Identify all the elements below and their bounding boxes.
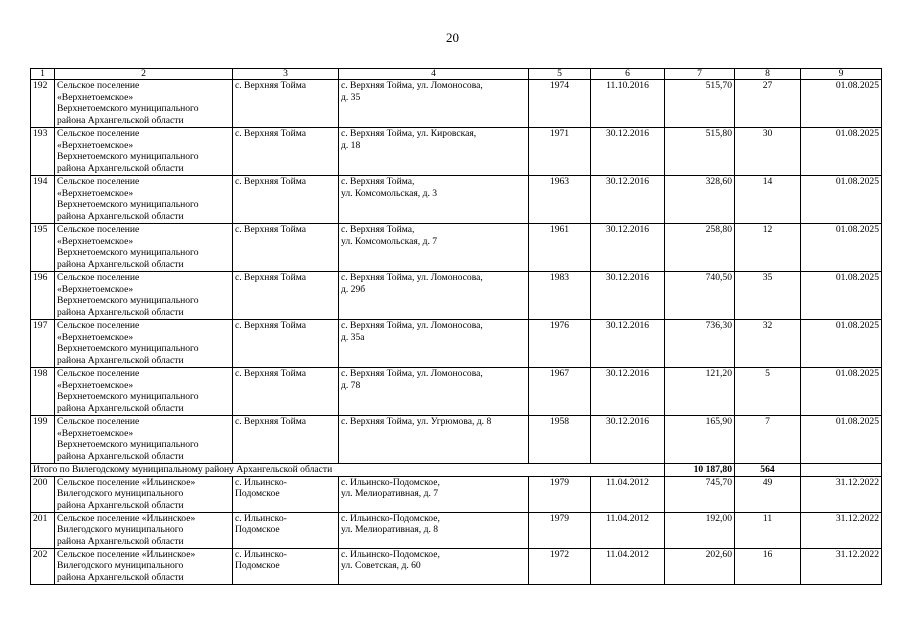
year-built: 1958 — [529, 416, 591, 464]
column-header: 5 — [529, 69, 591, 80]
page-number: 20 — [446, 30, 459, 45]
column-header: 3 — [233, 69, 339, 80]
year-built: 1983 — [529, 272, 591, 320]
emergency-date: 11.04.2012 — [591, 512, 665, 548]
row-number: 192 — [31, 80, 55, 128]
floor-area: 515,80 — [665, 128, 735, 176]
resettlement-deadline: 01.08.2025 — [801, 128, 882, 176]
year-built: 1972 — [529, 548, 591, 584]
total-empty-cell — [801, 464, 882, 477]
house-address: с. Верхняя Тойма, ул. Ломоносова, д. 78 — [339, 368, 529, 416]
row-number: 201 — [31, 512, 55, 548]
house-address: с. Ильинско-Подомское, ул. Советская, д. 60 — [339, 548, 529, 584]
emergency-date: 30.12.2016 — [591, 368, 665, 416]
residents-count: 27 — [735, 80, 801, 128]
emergency-date: 30.12.2016 — [591, 176, 665, 224]
column-header: 1 — [31, 69, 55, 80]
settlement-name: Сельское поселение «Ильинское» Вилегодского муниципального района Архангельской области — [55, 476, 233, 512]
locality-name: с. Верхняя Тойма — [233, 128, 339, 176]
residents-count: 12 — [735, 224, 801, 272]
residents-count: 11 — [735, 512, 801, 548]
residents-count: 7 — [735, 416, 801, 464]
resettlement-deadline: 01.08.2025 — [801, 176, 882, 224]
row-number: 200 — [31, 476, 55, 512]
floor-area: 202,60 — [665, 548, 735, 584]
housing-register-table — [30, 68, 882, 585]
settlement-name: Сельское поселение «Верхнетоемское» Верхнетоемского муниципального района Архангельской области — [55, 224, 233, 272]
table-row — [31, 128, 882, 176]
year-built: 1979 — [529, 512, 591, 548]
resettlement-deadline: 31.12.2022 — [801, 512, 882, 548]
column-header: 4 — [339, 69, 529, 80]
residents-count: 30 — [735, 128, 801, 176]
house-address: с. Верхняя Тойма, ул. Комсомольская, д. 3 — [339, 176, 529, 224]
emergency-date: 30.12.2016 — [591, 272, 665, 320]
residents-count: 49 — [735, 476, 801, 512]
column-number-row — [31, 69, 882, 80]
total-label: Итого по Вилегодскому муниципальному району Архангельской области — [31, 464, 665, 477]
resettlement-deadline: 01.08.2025 — [801, 80, 882, 128]
row-number: 194 — [31, 176, 55, 224]
house-address: с. Верхняя Тойма, ул. Комсомольская, д. 7 — [339, 224, 529, 272]
house-address: с. Ильинско-Подомское, ул. Мелиоративная, д. 8 — [339, 512, 529, 548]
resettlement-deadline: 31.12.2022 — [801, 548, 882, 584]
resettlement-deadline: 01.08.2025 — [801, 320, 882, 368]
residents-count: 35 — [735, 272, 801, 320]
resettlement-deadline: 01.08.2025 — [801, 224, 882, 272]
year-built: 1979 — [529, 476, 591, 512]
house-address: с. Верхняя Тойма, ул. Кировская, д. 18 — [339, 128, 529, 176]
column-header: 2 — [55, 69, 233, 80]
emergency-date: 11.04.2012 — [591, 548, 665, 584]
year-built: 1967 — [529, 368, 591, 416]
floor-area: 121,20 — [665, 368, 735, 416]
locality-name: с. Ильинско- Подомское — [233, 476, 339, 512]
table-row — [31, 476, 882, 512]
floor-area: 515,70 — [665, 80, 735, 128]
row-number: 193 — [31, 128, 55, 176]
house-address: с. Верхняя Тойма, ул. Угрюмова, д. 8 — [339, 416, 529, 464]
row-number: 196 — [31, 272, 55, 320]
emergency-date: 30.12.2016 — [591, 128, 665, 176]
floor-area: 740,50 — [665, 272, 735, 320]
residents-count: 32 — [735, 320, 801, 368]
column-header: 6 — [591, 69, 665, 80]
year-built: 1974 — [529, 80, 591, 128]
resettlement-deadline: 01.08.2025 — [801, 368, 882, 416]
locality-name: с. Верхняя Тойма — [233, 80, 339, 128]
settlement-name: Сельское поселение «Верхнетоемское» Верхнетоемского муниципального района Архангельской области — [55, 176, 233, 224]
settlement-name: Сельское поселение «Верхнетоемское» Верхнетоемского муниципального района Архангельской области — [55, 416, 233, 464]
row-number: 199 — [31, 416, 55, 464]
locality-name: с. Верхняя Тойма — [233, 224, 339, 272]
row-number: 197 — [31, 320, 55, 368]
resettlement-deadline: 01.08.2025 — [801, 416, 882, 464]
house-address: с. Верхняя Тойма, ул. Ломоносова, д. 35а — [339, 320, 529, 368]
table-row — [31, 548, 882, 584]
year-built: 1971 — [529, 128, 591, 176]
table-row — [31, 176, 882, 224]
emergency-date: 11.10.2016 — [591, 80, 665, 128]
settlement-name: Сельское поселение «Верхнетоемское» Верхнетоемского муниципального района Архангельской области — [55, 128, 233, 176]
year-built: 1976 — [529, 320, 591, 368]
floor-area: 328,60 — [665, 176, 735, 224]
table-row — [31, 272, 882, 320]
locality-name: с. Ильинско- Подомское — [233, 548, 339, 584]
locality-name: с. Ильинско- Подомское — [233, 512, 339, 548]
house-address: с. Верхняя Тойма, ул. Ломоносова, д. 29б — [339, 272, 529, 320]
row-number: 195 — [31, 224, 55, 272]
table-row — [31, 80, 882, 128]
locality-name: с. Верхняя Тойма — [233, 416, 339, 464]
table-row — [31, 512, 882, 548]
settlement-name: Сельское поселение «Верхнетоемское» Верхнетоемского муниципального района Архангельской области — [55, 320, 233, 368]
row-number: 198 — [31, 368, 55, 416]
year-built: 1963 — [529, 176, 591, 224]
column-header: 9 — [801, 69, 882, 80]
emergency-date: 30.12.2016 — [591, 224, 665, 272]
settlement-name: Сельское поселение «Верхнетоемское» Верхнетоемского муниципального района Архангельской области — [55, 368, 233, 416]
emergency-date: 30.12.2016 — [591, 320, 665, 368]
table-row — [31, 416, 882, 464]
settlement-name: Сельское поселение «Верхнетоемское» Верхнетоемского муниципального района Архангельской области — [55, 272, 233, 320]
settlement-name: Сельское поселение «Ильинское» Вилегодского муниципального района Архангельской области — [55, 512, 233, 548]
column-header: 8 — [735, 69, 801, 80]
floor-area: 192,00 — [665, 512, 735, 548]
residents-count: 5 — [735, 368, 801, 416]
emergency-date: 11.04.2012 — [591, 476, 665, 512]
residents-count: 16 — [735, 548, 801, 584]
total-residents: 564 — [735, 464, 801, 477]
district-total-row — [31, 464, 882, 477]
table-row — [31, 224, 882, 272]
floor-area: 258,80 — [665, 224, 735, 272]
house-address: с. Ильинско-Подомское, ул. Мелиоративная, д. 7 — [339, 476, 529, 512]
resettlement-deadline: 31.12.2022 — [801, 476, 882, 512]
settlement-name: Сельское поселение «Ильинское» Вилегодского муниципального района Архангельской области — [55, 548, 233, 584]
floor-area: 745,70 — [665, 476, 735, 512]
locality-name: с. Верхняя Тойма — [233, 320, 339, 368]
year-built: 1961 — [529, 224, 591, 272]
resettlement-deadline: 01.08.2025 — [801, 272, 882, 320]
table-row — [31, 368, 882, 416]
house-address: с. Верхняя Тойма, ул. Ломоносова, д. 35 — [339, 80, 529, 128]
locality-name: с. Верхняя Тойма — [233, 368, 339, 416]
table-row — [31, 320, 882, 368]
residents-count: 14 — [735, 176, 801, 224]
floor-area: 736,30 — [665, 320, 735, 368]
column-header: 7 — [665, 69, 735, 80]
locality-name: с. Верхняя Тойма — [233, 176, 339, 224]
floor-area: 165,90 — [665, 416, 735, 464]
emergency-date: 30.12.2016 — [591, 416, 665, 464]
total-area: 10 187,80 — [665, 464, 735, 477]
row-number: 202 — [31, 548, 55, 584]
settlement-name: Сельское поселение «Верхнетоемское» Верхнетоемского муниципального района Архангельской области — [55, 80, 233, 128]
locality-name: с. Верхняя Тойма — [233, 272, 339, 320]
